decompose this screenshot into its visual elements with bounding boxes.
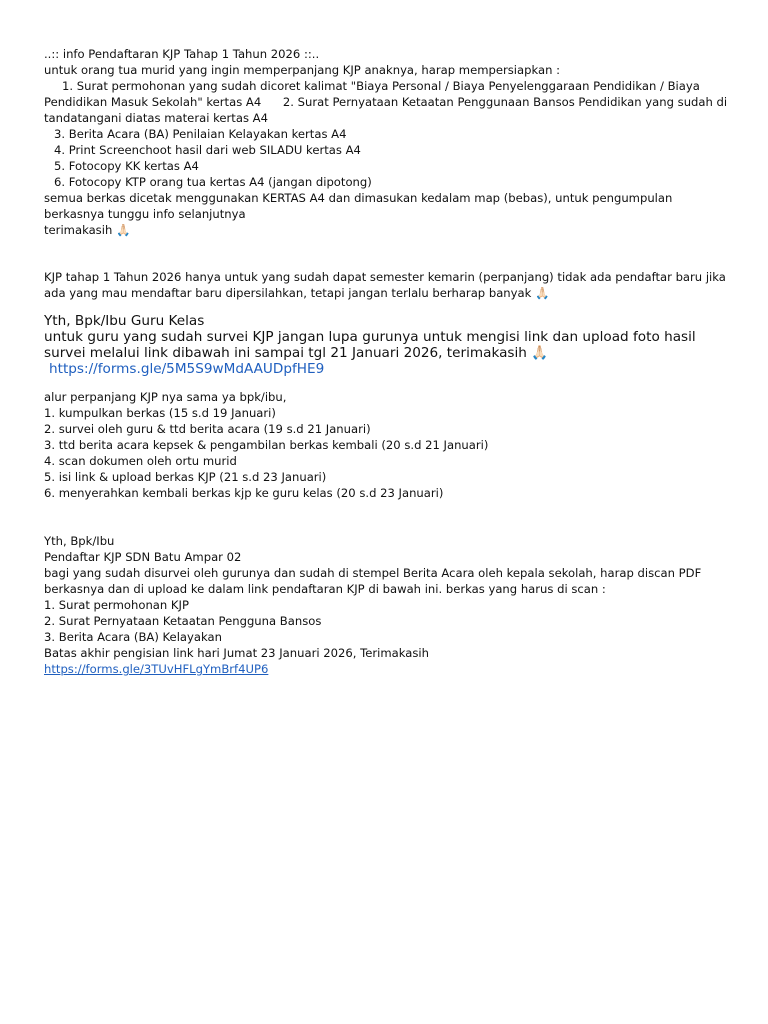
registrant-subtitle: Pendaftar KJP SDN Batu Ampar 02 [44,550,242,564]
requirement-item-6: 6. Fotocopy KTP orang tua kertas A4 (jangan dipotong) [54,175,372,189]
document-page [44,46,734,677]
teacher-section [44,313,734,377]
process-step-5: 5. isi link & upload berkas KJP (21 s.d 23 Januari) [44,470,327,484]
registrant-greeting: Yth, Bpk/Ibu [44,534,115,548]
requirement-item-2: 2. Surat Pernyataan Ketaatan Penggunaan Bansos Pendidikan yang sudah di tandatangani diatas materai kertas A4 [44,95,728,125]
teacher-text: untuk guru yang sudah survei KJP jangan lupa gurunya untuk mengisi link dan upload foto hasil survei melalui link dibawah ini sampai tgl 21 Januari 2026, terimakasih 🙏🏻 [44,329,696,361]
scan-item-1: 1. Surat permohonan KJP [44,598,189,612]
deadline-text: Batas akhir pengisian link hari Jumat 23 Januari 2026, Terimakasih [44,646,429,660]
registrant-section [44,533,734,677]
teacher-survey-link[interactable]: https://forms.gle/5M5S9wMdAAUDpfHE9 [49,361,325,377]
info-note: semua berkas dicetak menggunakan KERTAS A4 dan dimasukan kedalam map (bebas), untuk pengumpulan berkasnya tunggu info selanjutnya [44,191,673,221]
requirement-item-4: 4. Print Screenchoot hasil dari web SILADU kertas A4 [54,143,361,157]
notice-section [44,269,734,301]
requirement-item-3: 3. Berita Acara (BA) Penilaian Kelayakan kertas A4 [54,127,347,141]
process-step-1: 1. kumpulkan berkas (15 s.d 19 Januari) [44,406,276,420]
info-header: ..:: info Pendaftaran KJP Tahap 1 Tahun 2026 ::.. [44,47,320,61]
process-section [44,389,734,501]
process-step-4: 4. scan dokumen oleh ortu murid [44,454,237,468]
scan-item-2: 2. Surat Pernyataan Ketaatan Pengguna Bansos [44,614,322,628]
info-section [44,46,734,238]
process-step-2: 2. survei oleh guru & ttd berita acara (19 s.d 21 Januari) [44,422,371,436]
teacher-greeting: Yth, Bpk/Ibu Guru Kelas [44,313,205,329]
scan-item-3: 3. Berita Acara (BA) Kelayakan [44,630,222,644]
notice-text: KJP tahap 1 Tahun 2026 hanya untuk yang sudah dapat semester kemarin (perpanjang) tidak ada pendaftar baru jika ada yang mau mendaftar baru dipersilahkan, tetapi jangan terlalu berharap banyak 🙏🏻 [44,270,726,300]
process-step-3: 3. ttd berita acara kepsek & pengambilan berkas kembali (20 s.d 21 Januari) [44,438,489,452]
registration-link[interactable]: https://forms.gle/3TUvHFLgYmBrf4UP6 [44,662,269,676]
process-step-6: 6. menyerahkan kembali berkas kjp ke guru kelas (20 s.d 23 Januari) [44,486,444,500]
requirement-item-1: 1. Surat permohonan yang sudah dicoret kalimat "Biaya Personal / Biaya Penyelenggaraan Pendidikan / Biaya Pendidikan Masuk Sekolah" kertas A4 [44,79,700,109]
info-closing: terimakasih 🙏🏻 [44,223,131,237]
requirement-item-5: 5. Fotocopy KK kertas A4 [54,159,199,173]
registrant-text: bagi yang sudah disurvei oleh gurunya dan sudah di stempel Berita Acara oleh kepala sekolah, harap discan PDF berkasnya dan di upload ke dalam link pendaftaran KJP di bawah ini. berkas yang harus di scan : [44,566,702,596]
process-intro: alur perpanjang KJP nya sama ya bpk/ibu, [44,390,287,404]
info-intro: untuk orang tua murid yang ingin memperpanjang KJP anaknya, harap mempersiapkan : [44,63,561,77]
